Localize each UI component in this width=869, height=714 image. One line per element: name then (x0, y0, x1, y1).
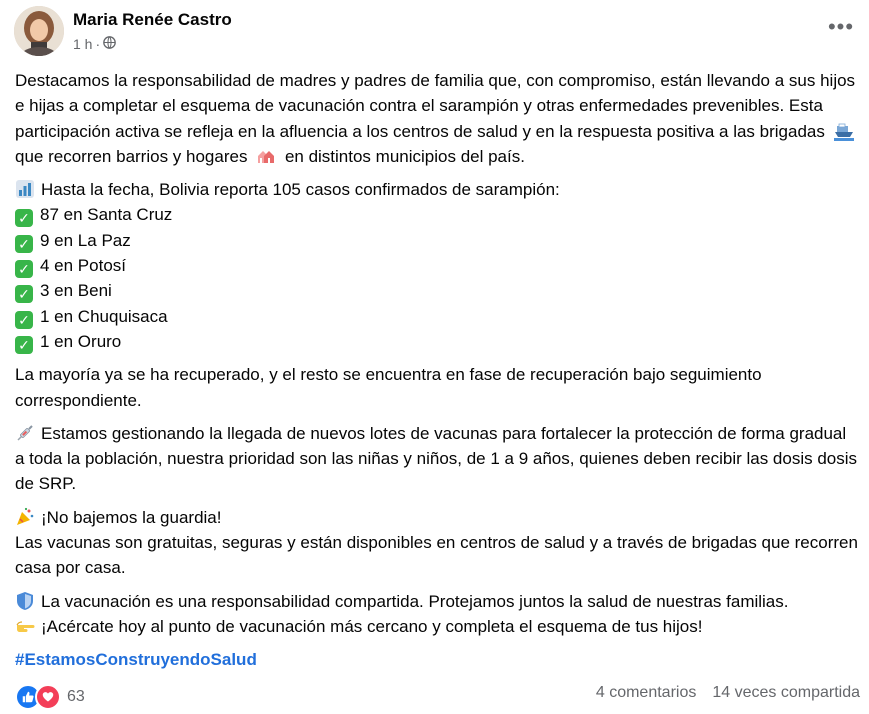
post-content (15, 68, 860, 681)
intro-paragraph: Destacamos la responsabilidad de madres y padres de familia que, con compromiso, están llevando a sus hijos e hijas a completar el esquema de vacunación contra el sarampión y otras enfermedades prevenibles. Esta participación activa se refleja en la afluencia a los centros de salud y en la respuesta positiva a las brigadas que recorren barrios y hogares en distintos municipios del país. (15, 71, 856, 166)
list-item: ✓ 4 en Potosí (15, 253, 860, 278)
meta-separator: · (95, 36, 101, 52)
list-item: ✓ 87 en Santa Cruz (15, 202, 860, 227)
cases-section (15, 177, 860, 354)
list-item: ✓ 3 en Beni (15, 278, 860, 303)
reactions-summary[interactable] (15, 684, 85, 710)
more-options-button[interactable]: ••• (827, 14, 855, 39)
recovery-paragraph: La mayoría ya se ha recuperado, y el resto se encuentra en fase de recuperación bajo seguimiento correspondiente. (15, 365, 762, 410)
shares-link[interactable]: 14 veces compartida (712, 684, 860, 701)
syringe-icon (15, 423, 35, 443)
shared-responsibility-text: La vacunación es una responsabilidad compartida. Protejamos juntos la salud de nuestras familias. (41, 591, 789, 611)
guard-text: Las vacunas son gratuitas, seguras y están disponibles en centros de salud y a través de brigadas que recorren casa por casa. (15, 533, 858, 578)
check-icon: ✓ (15, 209, 33, 227)
call-to-action-text: ¡Acércate hoy al punto de vacunación más cercano y completa el esquema de tus hijos! (41, 616, 703, 636)
post-time[interactable]: 1 h (73, 36, 93, 52)
hashtag-link[interactable]: #EstamosConstruyendoSalud (15, 650, 257, 670)
reaction-count: 63 (67, 688, 85, 705)
list-item: ✓ 1 en Oruro (15, 329, 860, 354)
check-icon: ✓ (15, 260, 33, 278)
party-popper-icon (15, 507, 35, 527)
love-reaction-icon (35, 684, 61, 710)
avatar[interactable] (14, 6, 64, 56)
ship-icon (834, 121, 854, 141)
list-item: ✓ 1 en Chuquisaca (15, 304, 860, 329)
check-icon: ✓ (15, 235, 33, 253)
author-name[interactable]: Maria Renée Castro (73, 10, 232, 29)
cases-heading: Hasta la fecha, Bolivia reporta 105 casos confirmados de sarampión: (41, 180, 560, 200)
list-item: ✓ 9 en La Paz (15, 228, 860, 253)
guard-paragraph (15, 505, 860, 581)
pointing-hand-icon (15, 616, 35, 636)
shield-icon (15, 591, 35, 611)
closing-section (15, 589, 860, 640)
post-meta (73, 36, 116, 52)
guard-title: ¡No bajemos la guardia! (41, 507, 222, 527)
houses-icon (256, 146, 276, 166)
bar-chart-icon (15, 179, 35, 199)
comments-link[interactable]: 4 comentarios (595, 684, 697, 701)
check-icon: ✓ (15, 336, 33, 354)
post-header (14, 6, 856, 58)
engagement-stats (596, 684, 860, 702)
globe-icon (103, 36, 116, 52)
check-icon: ✓ (15, 285, 33, 303)
vaccines-paragraph: Estamos gestionando la llegada de nuevos lotes de vacunas para fortalecer la protección de forma gradual a toda la población, nuestra prioridad son las niñas y niños, de 1 a 9 años, quienes deben recibir las dosis dosis de SRP. (15, 423, 858, 494)
post-footer (15, 684, 860, 708)
check-icon: ✓ (15, 311, 33, 329)
